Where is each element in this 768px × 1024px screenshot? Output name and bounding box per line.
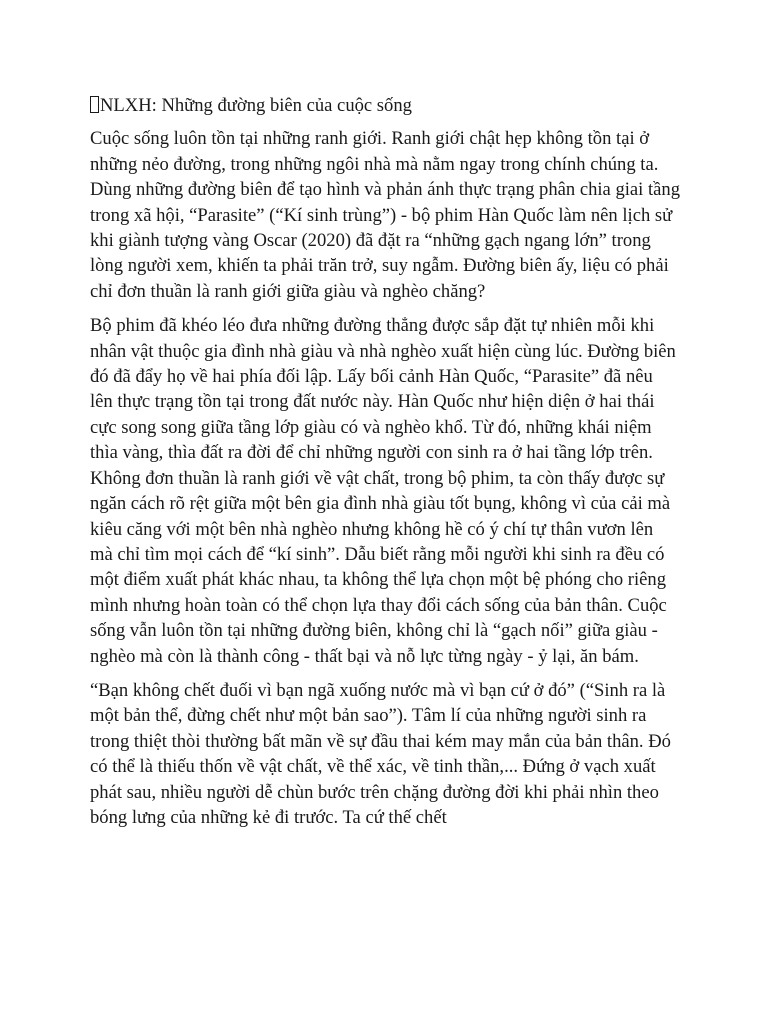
paragraph-2: Bộ phim đã khéo léo đưa những đường thẳng được sắp đặt tự nhiên mỗi khi nhân vật thuộc gia đình nhà giàu và nhà nghèo xuất hiện cùng lúc. Đường biên đó đã đẩy họ về hai phía đối lập. Lấy bối cảnh Hàn Quốc, “Parasite” đã nêu lên thực trạng tồn tại trong đất nước này. Hàn Quốc như hiện diện ở hai thái cực song song giữa tầng lớp giàu có và nghèo khổ. Từ đó, những khái niệm thìa vàng, thìa đất ra đời để chỉ những người con sinh ra ở hai tầng lớp trên. Không đơn thuần là ranh giới về vật chất, trong bộ phim, ta còn thấy được sự ngăn cách rõ rệt giữa một bên gia đình nhà giàu tốt bụng, không vì của cải mà kiêu căng với một bên nhà nghèo nhưng không hề có ý chí tự thân vươn lên mà chỉ tìm mọi cách để “kí sinh”. Dẫu biết rằng mỗi người khi sinh ra đều có một điểm xuất phát khác nhau, ta không thể lựa chọn một bệ phóng cho riêng mình nhưng hoàn toàn có thể chọn lựa thay đổi cách sống của bản thân. Cuộc sống vẫn luôn tồn tại những đường biên, không chỉ là “gạch nối” giữa giàu - nghèo mà còn là thành công - thất bại và nỗ lực từng ngày - ỷ lại, ăn bám. [90, 315, 676, 667]
paragraph-3: “Bạn không chết đuối vì bạn ngã xuống nước mà vì bạn cứ ở đó” (“Sinh ra là một bản thể, đừng chết như một bản sao”). Tâm lí của những người sinh ra trong thiệt thòi thường bất mãn về sự đầu thai kém may mắn của bản thân. Đó có thể là thiếu thốn về vật chất, về thể xác, về tinh thần,... Đứng ở vạch xuất phát sau, nhiều người dễ chùn bước trên chặng đường đời khi phải nhìn theo bóng lưng của những kẻ đi trước. Ta cứ thế chết [90, 679, 671, 828]
document-title-text: NLXH: Những đường biên của cuộc sống [100, 95, 412, 116]
document-title [90, 93, 680, 118]
document-page [90, 93, 680, 839]
paragraph-1: Cuộc sống luôn tồn tại những ranh giới. Ranh giới chật hẹp không tồn tại ở những nẻo đường, trong những ngôi nhà mà nằm ngay trong chính chúng ta. Dùng những đường biên để tạo hình và phản ánh thực trạng phân chia giai tầng trong xã hội, “Parasite” (“Kí sinh trùng”) - bộ phim Hàn Quốc làm nên lịch sử khi giành tượng vàng Oscar (2020) đã đặt ra “những gạch ngang lớn” trong lòng người xem, khiến ta phải trăn trở, suy ngẫm. Đường biên ấy, liệu có phải chỉ đơn thuần là ranh giới giữa giàu và nghèo chăng? [90, 128, 680, 302]
missing-glyph-box-icon [90, 96, 99, 113]
